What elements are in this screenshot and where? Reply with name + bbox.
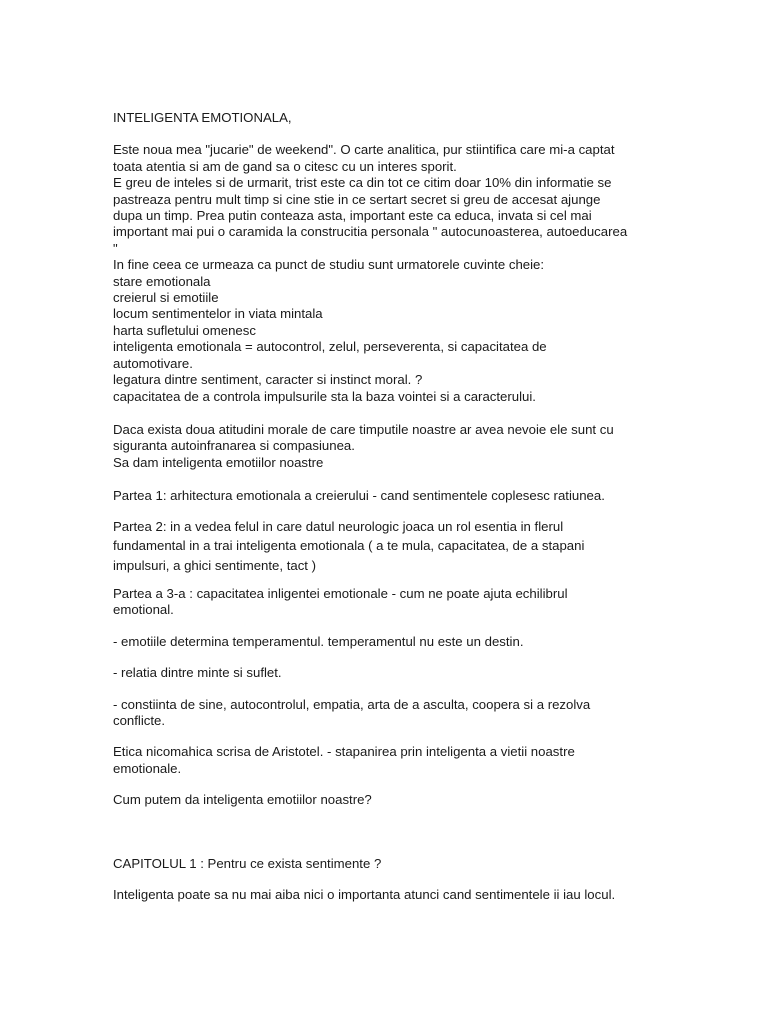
point-3-line: - constiinta de sine, autocontrolul, empatia, arta de a asculta, coopera si a rezolva (113, 696, 591, 712)
daca-line: Sa dam inteligenta emotiilor noastre (113, 454, 324, 470)
document-body (113, 110, 658, 904)
intro-line: pastreaza pentru mult timp si cine stie in ce sertart secret si greu de accesat ajunge (113, 191, 601, 207)
partea-2-paragraph (113, 517, 658, 576)
question-paragraph (113, 792, 658, 808)
chapter-heading (113, 856, 658, 872)
intro-line: Este noua mea "jucarie" de weekend". O carte analitica, pur stiintifica care mi-a captat (113, 142, 615, 158)
daca-paragraph (113, 422, 658, 471)
point-2-line: - relatia dintre minte si suflet. (113, 665, 282, 681)
intro-line: toata atentia si am de gand sa o citesc cu un interes sporit. (113, 158, 457, 174)
chapter-heading-line: CAPITOLUL 1 : Pentru ce exista sentimente ? (113, 855, 382, 871)
daca-line: siguranta autoinfranarea si compasiunea. (113, 438, 355, 454)
etica-line: emotionale. (113, 760, 182, 776)
partea-3-line: emotional. (113, 602, 174, 618)
intro-line: automotivare. (113, 355, 193, 371)
intro-line: creierul si emotiile (113, 290, 219, 306)
partea-3-paragraph (113, 586, 658, 619)
intro-line: " (113, 240, 118, 256)
chapter-paragraph (113, 887, 658, 903)
daca-line: Daca exista doua atitudini morale de care timputile noastre ar avea nevoie ele sunt cu (113, 421, 614, 437)
question-line: Cum putem da inteligenta emotiilor noastre? (113, 792, 372, 808)
point-3-paragraph (113, 697, 658, 730)
etica-paragraph (113, 744, 658, 777)
point-2-paragraph (113, 665, 658, 681)
intro-line: important mai pui o caramida la construcitia personala " autocunoasterea, autoeducarea (113, 224, 628, 240)
intro-line: stare emotionala (113, 273, 211, 289)
point-3-line: conflicte. (113, 713, 166, 729)
title-line: INTELIGENTA EMOTIONALA, (113, 110, 292, 125)
document-title (113, 110, 658, 126)
etica-line: Etica nicomahica scrisa de Aristotel. - stapanirea prin inteligenta a vietii noastre (113, 744, 575, 760)
partea-2-line: Partea 2: in a vedea felul in care datul neurologic joaca un rol esentia in flerul (113, 518, 564, 534)
partea-2-line: fundamental in a trai inteligenta emotionala ( a te mula, capacitatea, de a stapani (113, 538, 585, 554)
intro-line: dupa un timp. Prea putin conteaza asta, important este ca educa, invata si cel mai (113, 208, 592, 224)
partea-2-line: impulsuri, a ghici sentimente, tact ) (113, 557, 317, 573)
intro-line: capacitatea de a controla impulsurile sta la baza vointei si a caracterului. (113, 388, 536, 404)
intro-line: locum sentimentelor in viata mintala (113, 306, 323, 322)
intro-line: inteligenta emotionala = autocontrol, zelul, perseverenta, si capacitatea de (113, 339, 547, 355)
intro-line: harta sufletului omenesc (113, 322, 256, 338)
intro-line: E greu de inteles si de urmarit, trist este ca din tot ce citim doar 10% din informatie se (113, 175, 612, 191)
intro-line: legatura dintre sentiment, caracter si instinct moral. ? (113, 372, 423, 388)
partea-3-line: Partea a 3-a : capacitatea inligentei emotionale - cum ne poate ajuta echilibrul (113, 586, 568, 602)
partea-1-paragraph (113, 488, 658, 504)
chapter-text-line: Inteligenta poate sa nu mai aiba nici o importanta atunci cand sentimentele ii iau locul. (113, 887, 616, 903)
point-1-paragraph (113, 634, 658, 650)
intro-line: In fine ceea ce urmeaza ca punct de studiu sunt urmatorele cuvinte cheie: (113, 257, 545, 273)
partea-1-line: Partea 1: arhitectura emotionala a creierului - cand sentimentele coplesesc ratiunea. (113, 488, 605, 504)
point-1-line: - emotiile determina temperamentul. temperamentul nu este un destin. (113, 633, 524, 649)
intro-paragraph (113, 142, 658, 405)
